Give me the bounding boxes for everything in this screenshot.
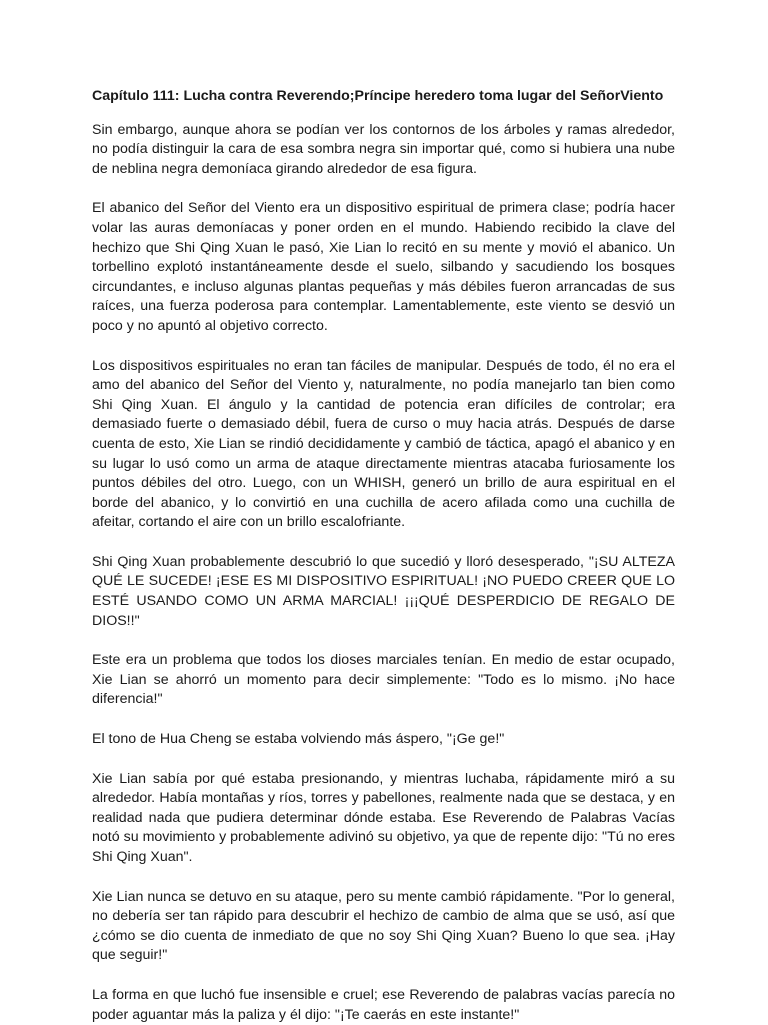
paragraph-7: Xie Lian sabía por qué estaba presionando, y mientras luchaba, rápidamente miró a su alrededor. Había montañas y ríos, torres y pabellones, realmente nada que se destaca, y en realidad nada que pudiera determinar dónde estaba. Ese Reverendo de Palabras Vacías notó su movimiento y probablemente adivinó su objetivo, ya que de repente dijo: "Tú no eres Shi Qing Xuan". bbox=[92, 770, 675, 865]
paragraph-9: La forma en que luchó fue insensible e cruel; ese Reverendo de palabras vacías parecía no poder aguantar más la paliza y él dijo: "¡Te caerás en este instante!" bbox=[92, 986, 675, 1023]
paragraph-4: Shi Qing Xuan probablemente descubrió lo que sucedió y lloró desesperado, "¡SU ALTEZA QUÉ LE SUCEDE! ¡ESE ES MI DISPOSITIVO ESPIRITUAL! ¡NO PUEDO CREER QUE LO ESTÉ USANDO COMO UN ARMA MARCIAL! ¡¡¡QUÉ DESPERDICIO DE REGALO DE DIOS!!" bbox=[92, 553, 675, 629]
paragraph-8: Xie Lian nunca se detuvo en su ataque, pero su mente cambió rápidamente. "Por lo general, no debería ser tan rápido para descubrir el hechizo de cambio de alma que se usó, así que ¿cómo se dio cuenta de inmediato de que no soy Shi Qing Xuan? Bueno lo que sea. ¡Hay que seguir!" bbox=[92, 888, 675, 964]
paragraph-2: El abanico del Señor del Viento era un dispositivo espiritual de primera clase; podría hacer volar las auras demoníacas y poner orden en el mundo. Habiendo recibido la clave del hechizo que Shi Qing Xuan le pasó, Xie Lian lo recitó en su mente y movió el abanico. Un torbellino explotó instantáneamente desde el suelo, silbando y sacudiendo los bosques circundantes, e incluso algunas plantas pequeñas y más débiles fueron arrancadas de sus raíces, una fuerza poderosa para contemplar. Lamentablemente, este viento se desvió un poco y no apuntó al objetivo correcto. bbox=[92, 200, 675, 334]
paragraph-6: El tono de Hua Cheng se estaba volviendo más áspero, "¡Ge ge!" bbox=[92, 731, 505, 748]
paragraph-5: Este era un problema que todos los dioses marciales tenían. En medio de estar ocupado, Xie Lian se ahorró un momento para decir simplemente: "Todo es lo mismo. ¡No hace diferencia!" bbox=[92, 652, 675, 708]
paragraph-3: Los dispositivos espirituales no eran tan fáciles de manipular. Después de todo, él no era el amo del abanico del Señor del Viento y, naturalmente, no podía manejarlo tan bien como Shi Qing Xuan. El ángulo y la cantidad de potencia eran difíciles de controlar; era demasiado fuerte o demasiado débil, fuera de curso o muy hacia atrás. Después de darse cuenta de esto, Xie Lian se rindió decididamente y cambió de táctica, apagó el abanico y en su lugar lo usó como un arma de ataque directamente mientras atacaba furiosamente los puntos débiles del otro. Luego, con un WHISH, generó un brillo de aura espiritual en el borde del abanico, y lo convirtió en una cuchilla de acero afilada como una cuchilla de afeitar, cortando el aire con un brillo escalofriante. bbox=[92, 357, 675, 531]
document-page bbox=[92, 87, 675, 1025]
paragraph-1: Sin embargo, aunque ahora se podían ver los contornos de los árboles y ramas alrededor, no podía distinguir la cara de esa sombra negra sin importar qué, como si hubiera una nube de neblina negra demoníaca girando alrededor de esa figura. bbox=[92, 121, 675, 177]
chapter-title: Capítulo 111: Lucha contra Reverendo;Príncipe heredero toma lugar del SeñorViento bbox=[92, 88, 664, 104]
